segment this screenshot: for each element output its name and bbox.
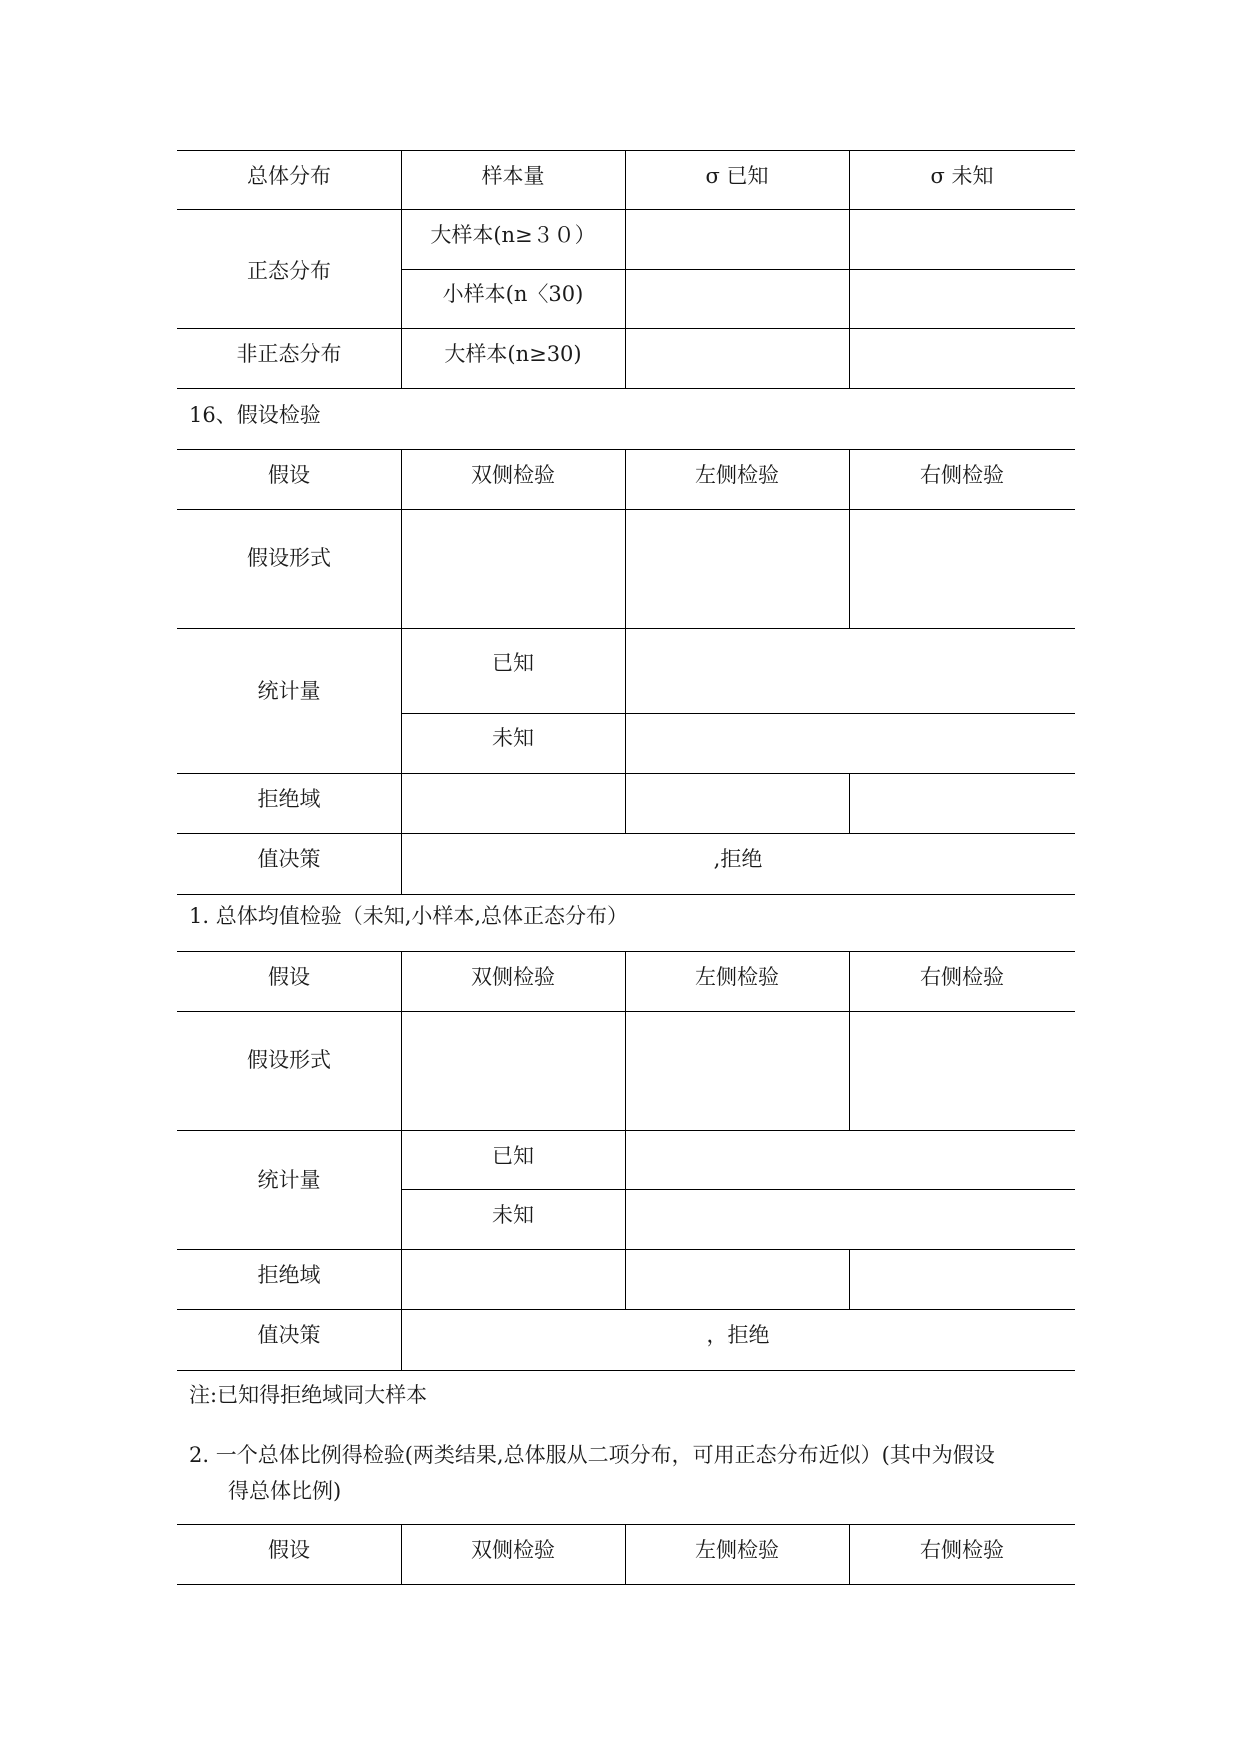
header-cell: 双侧检验 bbox=[471, 965, 555, 989]
mean-test-table bbox=[177, 951, 1075, 1371]
sigma-known: 已知 bbox=[492, 1144, 534, 1168]
table-row bbox=[177, 1310, 1075, 1371]
row-label: 正态分布 bbox=[247, 259, 331, 283]
header-cell: 假设 bbox=[268, 1538, 310, 1562]
sample-size-large: 大样本(n≥３０） bbox=[430, 223, 596, 247]
header-cell: 样本量 bbox=[481, 164, 545, 188]
header-cell: 左侧检验 bbox=[695, 1538, 779, 1562]
header-cell: 双侧检验 bbox=[471, 463, 555, 487]
header-cell: 右侧检验 bbox=[920, 965, 1004, 989]
sample-size-small: 小样本(n〈30) bbox=[442, 282, 584, 306]
hypothesis-table bbox=[177, 449, 1075, 895]
table-header-row bbox=[177, 449, 1075, 510]
table-row bbox=[177, 1131, 1075, 1250]
distribution-table bbox=[177, 150, 1075, 389]
row-label: 值决策 bbox=[257, 1323, 321, 1347]
section-heading-continued: 得总体比例) bbox=[228, 1479, 342, 1503]
section-heading: 2. 一个总体比例得检验(两类结果,总体服从二项分布，可用正态分布近似）(其中为假设 bbox=[189, 1443, 995, 1467]
row-label: 统计量 bbox=[257, 1168, 321, 1192]
row-label: 拒绝域 bbox=[257, 787, 321, 811]
note: 注:已知得拒绝域同大样本 bbox=[189, 1383, 428, 1407]
proportion-test-table bbox=[177, 1524, 1075, 1585]
header-cell: σ 未知 bbox=[930, 164, 994, 188]
section-heading: 1. 总体均值检验（未知,小样本,总体正态分布） bbox=[189, 904, 629, 928]
sigma-known: 已知 bbox=[492, 651, 534, 675]
row-label: 假设形式 bbox=[247, 1048, 331, 1072]
header-cell: 左侧检验 bbox=[695, 965, 779, 989]
sigma-unknown: 未知 bbox=[492, 1203, 534, 1227]
header-cell: 总体分布 bbox=[247, 164, 331, 188]
sigma-unknown: 未知 bbox=[492, 726, 534, 750]
decision-text: ,拒绝 bbox=[713, 847, 763, 871]
table-row bbox=[177, 774, 1075, 834]
table-row bbox=[177, 629, 1075, 774]
row-label: 统计量 bbox=[257, 679, 321, 703]
row-label: 假设形式 bbox=[247, 546, 331, 570]
header-cell: 假设 bbox=[268, 463, 310, 487]
table-row bbox=[177, 834, 1075, 895]
header-cell: 右侧检验 bbox=[920, 1538, 1004, 1562]
header-cell: 假设 bbox=[268, 965, 310, 989]
table-row bbox=[177, 510, 1075, 629]
table-row bbox=[177, 210, 1075, 329]
row-label: 拒绝域 bbox=[257, 1263, 321, 1287]
row-label: 值决策 bbox=[257, 847, 321, 871]
row-label: 非正态分布 bbox=[236, 342, 342, 366]
table-row bbox=[177, 1012, 1075, 1131]
table-header-row bbox=[177, 1524, 1075, 1585]
table-header-row bbox=[177, 951, 1075, 1012]
decision-text: ，拒绝 bbox=[706, 1323, 770, 1347]
table-row bbox=[177, 1250, 1075, 1310]
sample-size-large: 大样本(n≥30) bbox=[444, 342, 582, 366]
header-cell: 左侧检验 bbox=[695, 463, 779, 487]
header-cell: 双侧检验 bbox=[471, 1538, 555, 1562]
header-cell: 右侧检验 bbox=[920, 463, 1004, 487]
table-header-row bbox=[177, 150, 1075, 210]
table-row bbox=[177, 329, 1075, 389]
header-cell: σ 已知 bbox=[705, 164, 769, 188]
section-heading: 16、假设检验 bbox=[189, 403, 321, 427]
